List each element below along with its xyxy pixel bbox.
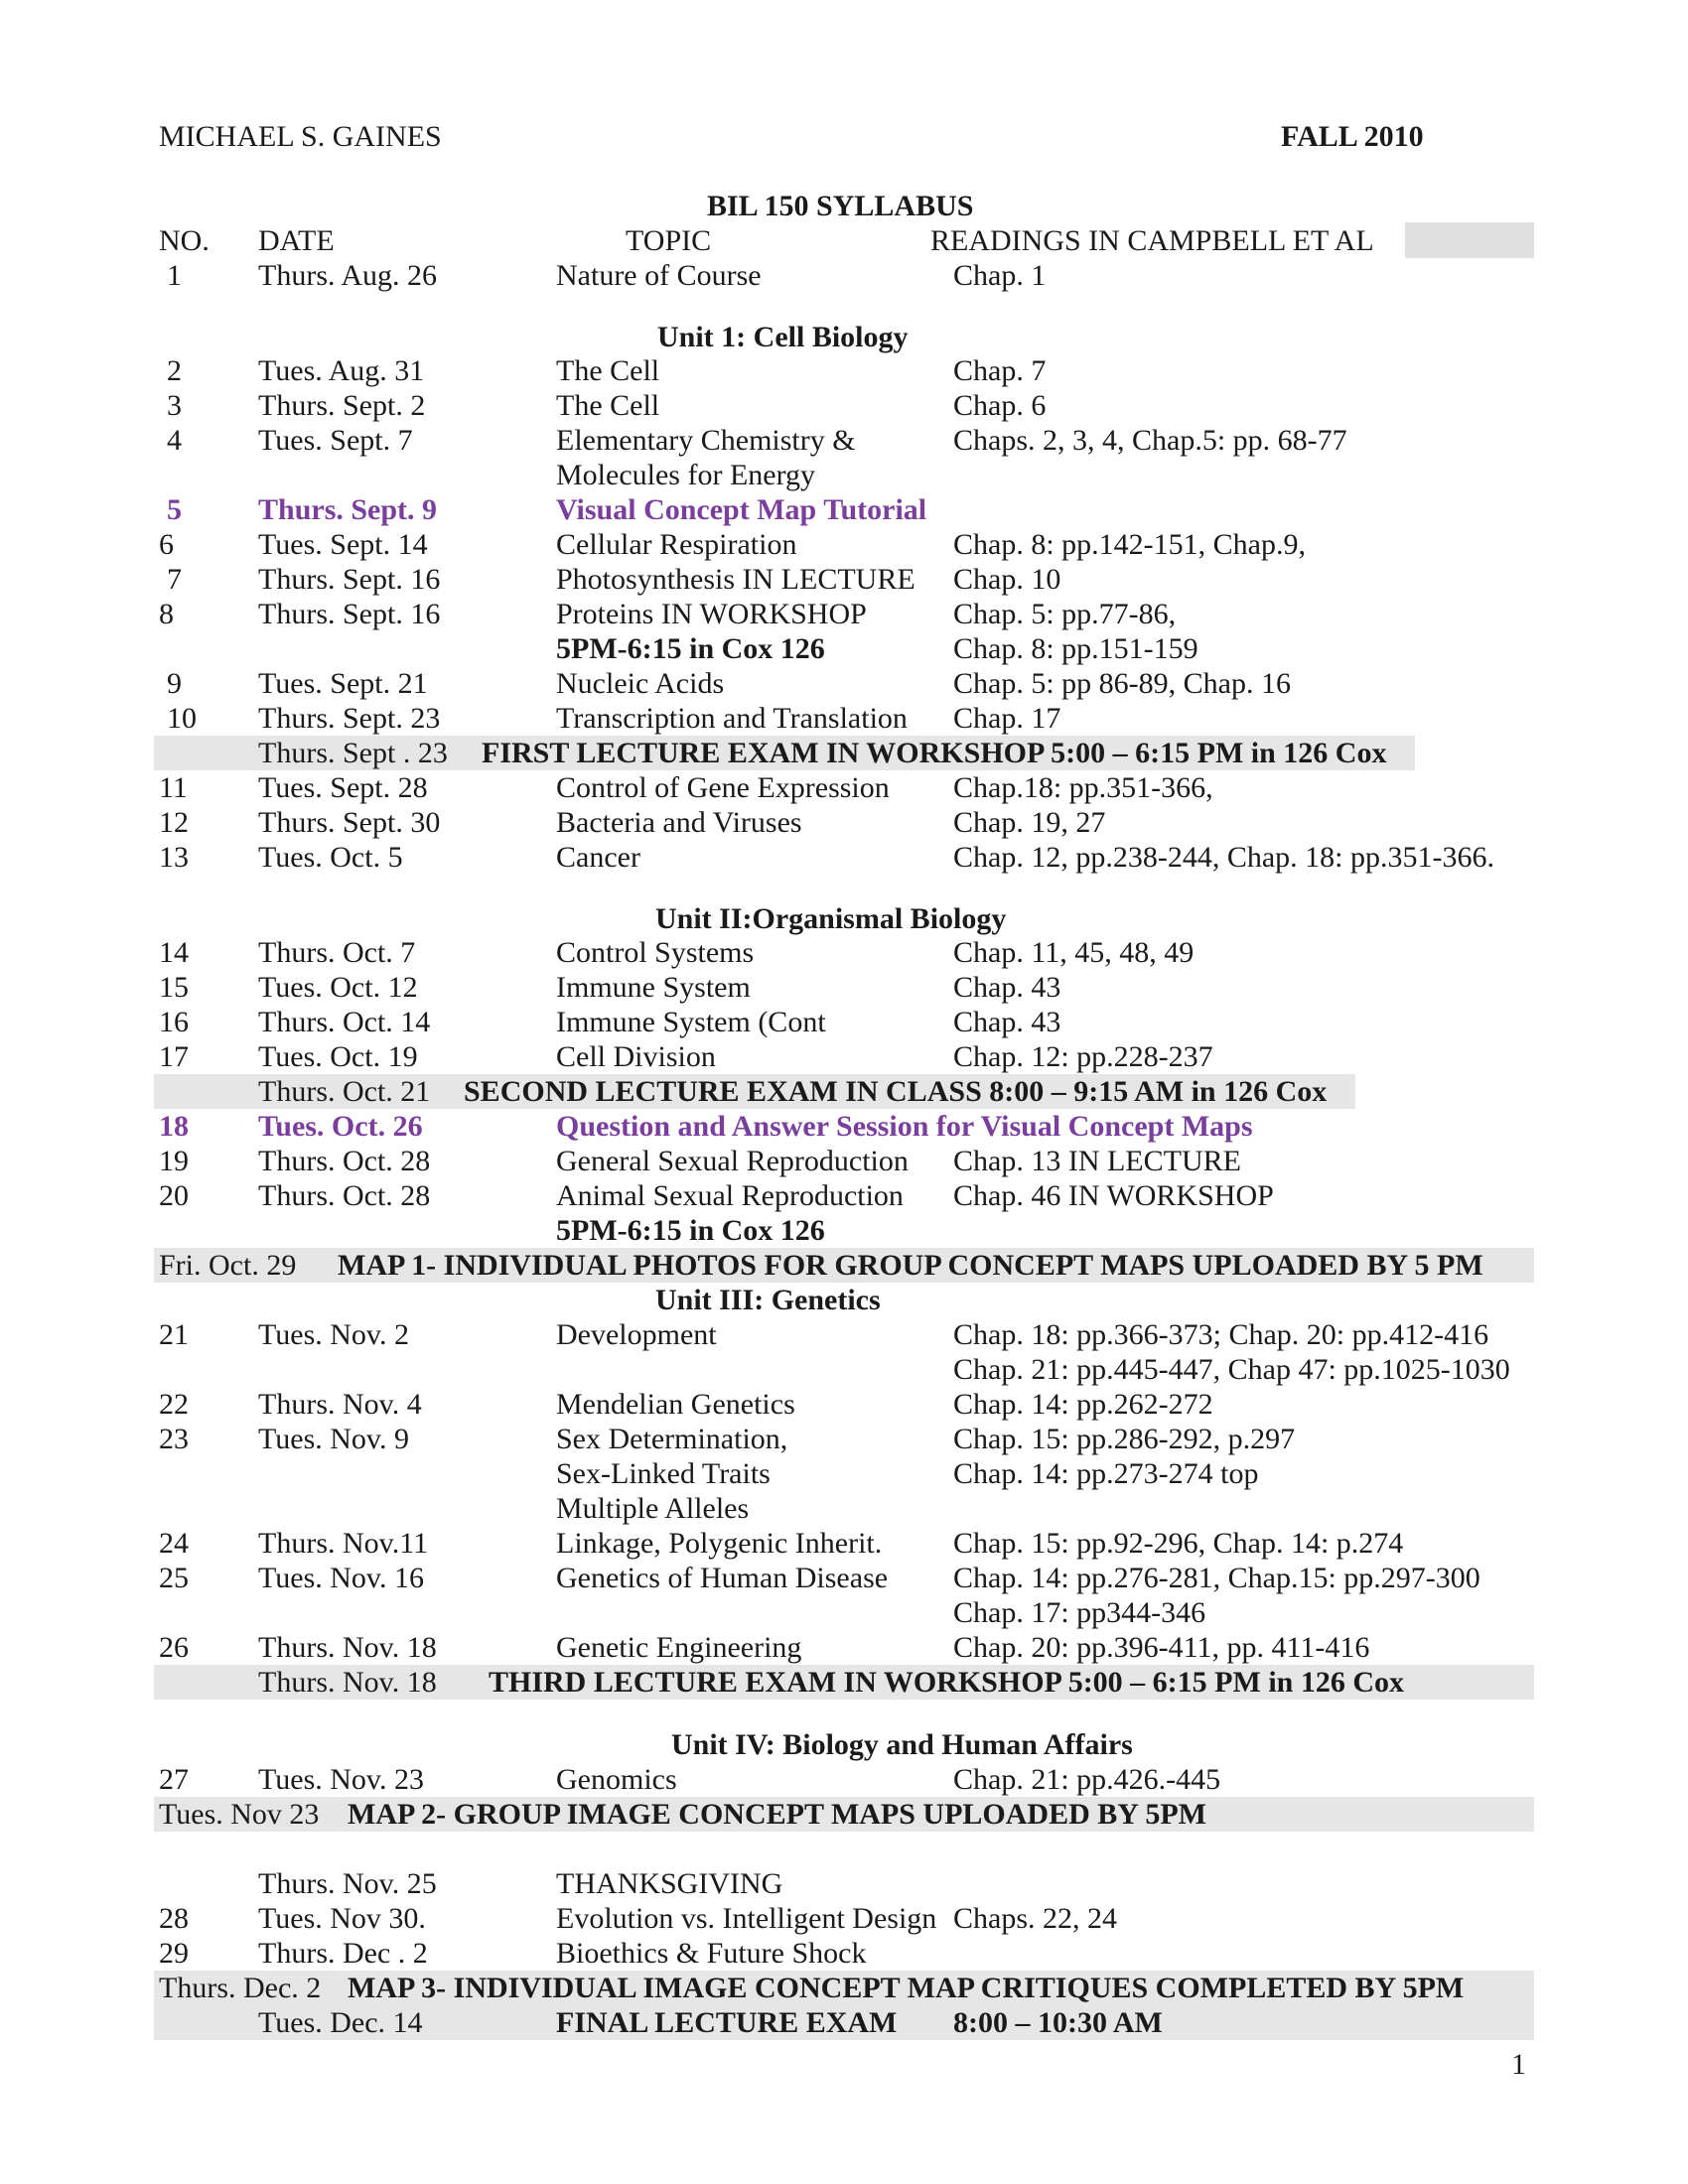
unit-heading: Unit IV: Biology and Human Affairs — [671, 1728, 1133, 1761]
row-topic: Genetic Engineering — [556, 1631, 802, 1664]
row-topic: Control Systems — [556, 936, 755, 969]
row-reading-cont: Chap. 17: pp344-346 — [953, 1596, 1206, 1629]
row-reading: Chap. 12: pp.228-237 — [953, 1040, 1213, 1073]
row-topic: Nucleic Acids — [556, 667, 725, 700]
row-date: Tues. Sept. 14 — [258, 528, 428, 561]
row-topic-cont: 5PM-6:15 in Cox 126 — [556, 1214, 825, 1247]
row-topic: Cancer — [556, 841, 640, 874]
row-date: Thurs. Nov. 4 — [258, 1388, 422, 1421]
row-topic: Cell Division — [556, 1040, 716, 1073]
row-reading: Chap. 17 — [953, 702, 1061, 735]
row-topic: The Cell — [556, 354, 660, 387]
row-reading: Chap. 14: pp.262-272 — [953, 1388, 1213, 1421]
row-reading-cont: Chap. 21: pp.445-447, Chap 47: pp.1025-1030 — [953, 1353, 1510, 1386]
exam-text: THIRD LECTURE EXAM IN WORKSHOP 5:00 – 6:15 PM in 126 Cox — [489, 1666, 1405, 1699]
row-no: 14 — [159, 936, 189, 969]
row-reading: Chap. 11, 45, 48, 49 — [953, 936, 1195, 969]
exam-date: Thurs. Oct. 21 — [258, 1075, 431, 1108]
unit-heading: Unit III: Genetics — [655, 1284, 881, 1316]
row-no: 17 — [159, 1040, 189, 1073]
final-exam-date: Tues. Dec. 14 — [258, 2006, 423, 2039]
row-date: Thurs. Sept. 16 — [258, 563, 441, 596]
row-reading: Chap. 18: pp.366-373; Chap. 20: pp.412-416 — [953, 1318, 1489, 1351]
row-date: Tues. Sept. 7 — [258, 424, 413, 457]
col-topic-header: TOPIC — [626, 224, 712, 257]
row-no: 10 — [167, 702, 197, 735]
term-label: FALL 2010 — [1281, 120, 1424, 153]
column-header-shade — [1405, 222, 1534, 258]
map-text: MAP 2- GROUP IMAGE CONCEPT MAPS UPLOADED BY 5PM — [348, 1798, 1206, 1831]
row-reading-cont: Chap. 14: pp.273-274 top — [953, 1457, 1259, 1490]
row-reading: Chap. 43 — [953, 1006, 1061, 1038]
row-topic: Visual Concept Map Tutorial — [556, 493, 927, 526]
row-reading: Chap. 7 — [953, 354, 1047, 387]
author-name: MICHAEL S. GAINES — [159, 120, 442, 153]
row-topic: General Sexual Reproduction — [556, 1145, 909, 1177]
row-no: 1 — [167, 259, 182, 292]
row-no: 12 — [159, 806, 189, 839]
row-no: 23 — [159, 1423, 189, 1455]
row-topic: Proteins IN WORKSHOP — [556, 598, 867, 630]
row-reading-cont: Chap. 8: pp.151-159 — [953, 632, 1198, 665]
row-no: 28 — [159, 1902, 189, 1935]
map-text: MAP 1- INDIVIDUAL PHOTOS FOR GROUP CONCEPT MAPS UPLOADED BY 5 PM — [338, 1249, 1483, 1282]
row-date: Thurs. Oct. 14 — [258, 1006, 431, 1038]
row-date: Tues. Oct. 19 — [258, 1040, 418, 1073]
row-topic: Bacteria and Viruses — [556, 806, 802, 839]
row-date: Tues. Oct. 12 — [258, 971, 418, 1004]
row-reading: Chap. 15: pp.286-292, p.297 — [953, 1423, 1296, 1455]
row-reading: Chaps. 22, 24 — [953, 1902, 1117, 1935]
row-topic: Sex Determination, — [556, 1423, 788, 1455]
row-topic-cont: Molecules for Energy — [556, 459, 816, 491]
row-date: Thurs. Aug. 26 — [258, 259, 437, 292]
row-reading: Chap. 19, 27 — [953, 806, 1106, 839]
row-date: Tues. Nov 30. — [258, 1902, 426, 1935]
row-topic: Mendelian Genetics — [556, 1388, 795, 1421]
row-topic-cont: 5PM-6:15 in Cox 126 — [556, 632, 825, 665]
row-topic: Immune System — [556, 971, 751, 1004]
row-reading: Chap. 12, pp.238-244, Chap. 18: pp.351-366. — [953, 841, 1494, 874]
row-no: 18 — [159, 1110, 189, 1143]
page-title: BIL 150 SYLLABUS — [707, 190, 974, 222]
row-no: 20 — [159, 1179, 189, 1212]
row-no: 11 — [159, 771, 188, 804]
row-reading: Chap. 20: pp.396-411, pp. 411-416 — [953, 1631, 1370, 1664]
row-date: Tues. Nov. 23 — [258, 1763, 424, 1796]
row-no: 4 — [167, 424, 182, 457]
final-exam-text: FINAL LECTURE EXAM — [556, 2006, 898, 2039]
col-no-header: NO. — [159, 224, 210, 257]
row-topic: Transcription and Translation — [556, 702, 908, 735]
row-reading: Chap. 6 — [953, 389, 1047, 422]
row-topic: Bioethics & Future Shock — [556, 1937, 867, 1970]
row-no: 7 — [167, 563, 182, 596]
row-date: Thurs. Sept. 2 — [258, 389, 426, 422]
exam-date: Thurs. Sept . 23 — [258, 737, 448, 769]
row-reading: Chap. 13 IN LECTURE — [953, 1145, 1241, 1177]
row-date: Thurs. Sept. 23 — [258, 702, 441, 735]
row-reading: Chap. 15: pp.92-296, Chap. 14: p.274 — [953, 1527, 1404, 1560]
row-date: Thurs. Oct. 28 — [258, 1145, 431, 1177]
row-no: 2 — [167, 354, 182, 387]
row-topic: Question and Answer Session for Visual Concept Maps — [556, 1110, 1253, 1143]
row-reading: Chap.18: pp.351-366, — [953, 771, 1213, 804]
row-date: Tues. Oct. 26 — [258, 1110, 423, 1143]
row-date: Thurs. Nov. 25 — [258, 1867, 437, 1900]
row-reading: Chap. 1 — [953, 259, 1047, 292]
row-no: 6 — [159, 528, 174, 561]
row-date: Thurs. Oct. 28 — [258, 1179, 431, 1212]
row-reading: Chap. 46 IN WORKSHOP — [953, 1179, 1274, 1212]
row-date: Thurs. Nov.11 — [258, 1527, 429, 1560]
col-readings-header: READINGS IN CAMPBELL ET AL — [930, 224, 1374, 257]
row-topic: Genomics — [556, 1763, 677, 1796]
row-date: Tues. Nov. 16 — [258, 1562, 424, 1594]
row-no: 16 — [159, 1006, 189, 1038]
row-date: Tues. Sept. 21 — [258, 667, 428, 700]
final-exam-time: 8:00 – 10:30 AM — [953, 2006, 1163, 2039]
row-date: Tues. Aug. 31 — [258, 354, 425, 387]
unit-heading: Unit 1: Cell Biology — [657, 321, 909, 353]
map-date: Fri. Oct. 29 — [159, 1249, 297, 1282]
row-no: 19 — [159, 1145, 189, 1177]
row-topic: Linkage, Polygenic Inherit. — [556, 1527, 883, 1560]
row-no: 25 — [159, 1562, 189, 1594]
row-no: 3 — [167, 389, 182, 422]
row-topic: The Cell — [556, 389, 660, 422]
row-reading: Chap. 10 — [953, 563, 1061, 596]
map-date: Tues. Nov 23 — [159, 1798, 320, 1831]
row-topic: THANKSGIVING — [556, 1867, 783, 1900]
row-topic-cont: Multiple Alleles — [556, 1492, 750, 1525]
row-no: 22 — [159, 1388, 189, 1421]
row-no: 26 — [159, 1631, 189, 1664]
row-no: 21 — [159, 1318, 189, 1351]
row-date: Tues. Oct. 5 — [258, 841, 403, 874]
row-topic: Development — [556, 1318, 717, 1351]
row-reading: Chap. 43 — [953, 971, 1061, 1004]
row-topic: Cellular Respiration — [556, 528, 797, 561]
map-text: MAP 3- INDIVIDUAL IMAGE CONCEPT MAP CRITIQUES COMPLETED BY 5PM — [348, 1972, 1465, 2004]
unit-heading: Unit II:Organismal Biology — [655, 902, 1007, 935]
row-date: Thurs. Oct. 7 — [258, 936, 416, 969]
row-date: Thurs. Sept. 30 — [258, 806, 441, 839]
row-topic: Nature of Course — [556, 259, 762, 292]
row-date: Tues. Nov. 9 — [258, 1423, 409, 1455]
row-no: 13 — [159, 841, 189, 874]
row-topic: Photosynthesis IN LECTURE — [556, 563, 915, 596]
row-reading: Chap. 5: pp 86-89, Chap. 16 — [953, 667, 1291, 700]
row-topic: Animal Sexual Reproduction — [556, 1179, 904, 1212]
row-topic: Evolution vs. Intelligent Design — [556, 1902, 937, 1935]
row-no: 27 — [159, 1763, 189, 1796]
exam-date: Thurs. Nov. 18 — [258, 1666, 437, 1699]
exam-text: SECOND LECTURE EXAM IN CLASS 8:00 – 9:15 AM in 126 Cox — [464, 1075, 1328, 1108]
row-no: 15 — [159, 971, 189, 1004]
row-topic: Control of Gene Expression — [556, 771, 890, 804]
row-reading: Chaps. 2, 3, 4, Chap.5: pp. 68-77 — [953, 424, 1347, 457]
row-topic: Genetics of Human Disease — [556, 1562, 889, 1594]
row-date: Thurs. Sept. 9 — [258, 493, 438, 526]
row-no: 24 — [159, 1527, 189, 1560]
map-date: Thurs. Dec. 2 — [159, 1972, 322, 2004]
row-topic: Immune System (Cont — [556, 1006, 826, 1038]
row-topic-cont: Sex-Linked Traits — [556, 1457, 771, 1490]
row-date: Thurs. Dec . 2 — [258, 1937, 428, 1970]
row-reading: Chap. 5: pp.77-86, — [953, 598, 1177, 630]
row-reading: Chap. 21: pp.426.-445 — [953, 1763, 1221, 1796]
row-no: 8 — [159, 598, 174, 630]
col-date-header: DATE — [258, 224, 335, 257]
page-number: 1 — [1511, 2048, 1526, 2081]
row-no: 9 — [167, 667, 182, 700]
row-date: Tues. Sept. 28 — [258, 771, 428, 804]
row-topic: Elementary Chemistry & — [556, 424, 856, 457]
row-no: 5 — [167, 493, 182, 526]
row-no: 29 — [159, 1937, 189, 1970]
row-reading: Chap. 14: pp.276-281, Chap.15: pp.297-300 — [953, 1562, 1480, 1594]
row-date: Tues. Nov. 2 — [258, 1318, 409, 1351]
row-reading: Chap. 8: pp.142-151, Chap.9, — [953, 528, 1306, 561]
exam-text: FIRST LECTURE EXAM IN WORKSHOP 5:00 – 6:15 PM in 126 Cox — [482, 737, 1387, 769]
row-date: Thurs. Nov. 18 — [258, 1631, 437, 1664]
row-date: Thurs. Sept. 16 — [258, 598, 441, 630]
